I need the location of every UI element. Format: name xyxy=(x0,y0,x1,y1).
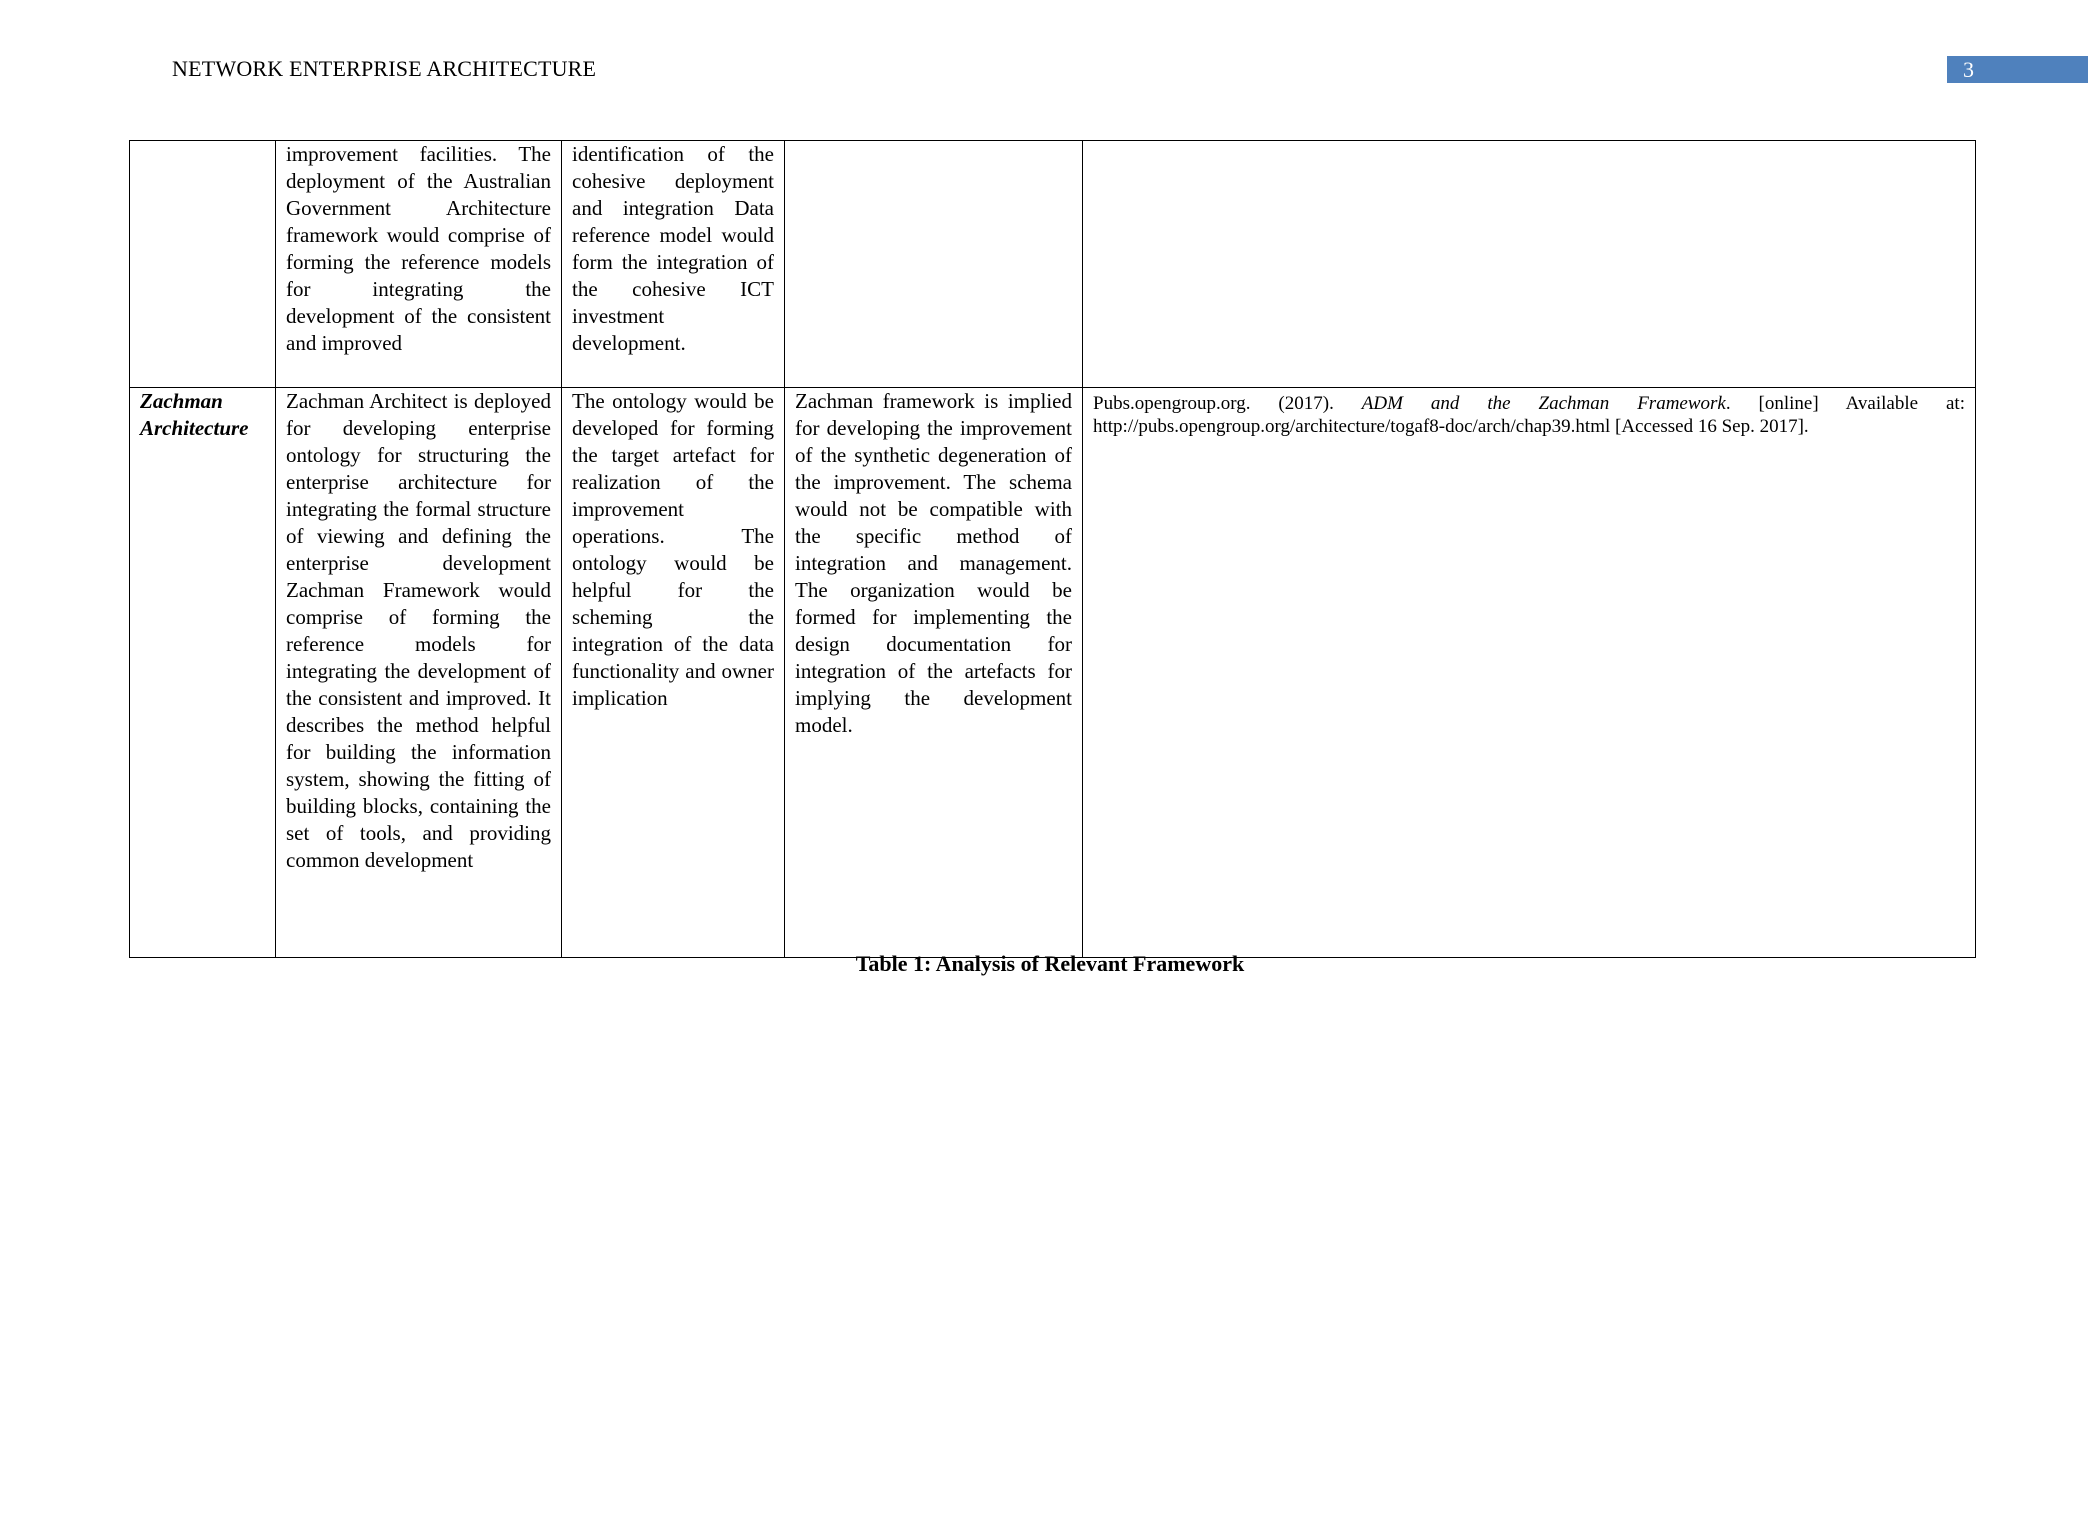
reference-suffix: . [online] Available at: http://pubs.opengroup.org/architecture/togaf8-doc/arch/chap39.html [Accessed 16 Sep. 2017]. xyxy=(1093,393,1965,437)
framework-name-cell xyxy=(130,141,276,388)
table-row xyxy=(130,141,1976,388)
framework-analysis-table xyxy=(129,140,1976,958)
table-caption: Table 1: Analysis of Relevant Framework xyxy=(855,951,1245,976)
reference-title: ADM and the Zachman Framework xyxy=(1361,393,1726,414)
implication-cell: Zachman framework is implied for developing the improvement of the synthetic degeneration of the improvement. The schema would not be compatible with the specific method of integration and management. The organization would be formed for implementing the design documentation for integration of the artefacts for implying the development model. xyxy=(785,388,1083,958)
implication-cell xyxy=(785,141,1083,388)
description-cell: improvement facilities. The deployment of the Australian Government Architecture framework would comprise of forming the reference models for integrating the development of the consistent and improved xyxy=(276,141,562,388)
description-cell: Zachman Architect is deployed for developing enterprise ontology for structuring the enterprise architecture for integrating the formal structure of viewing and defining the enterprise development Zachman Framework would comprise of forming the reference models for integrating the development of the consistent and improved. It describes the method helpful for building the information system, showing the fitting of building blocks, containing the set of tools, and providing common development xyxy=(276,388,562,958)
table-row xyxy=(130,388,1976,958)
reference-prefix: Pubs.opengroup.org. (2017). xyxy=(1093,393,1362,414)
framework-name-cell xyxy=(130,388,276,958)
components-cell: identification of the cohesive deployment and integration Data reference model would form the integration of the cohesive ICT investment development. xyxy=(562,141,785,388)
components-cell: The ontology would be developed for forming the target artefact for realization of the improvement operations. The ontology would be helpful for the scheming the integration of the data functionality and owner implication xyxy=(562,388,785,958)
reference-cell xyxy=(1083,141,1976,388)
reference-cell xyxy=(1083,388,1976,958)
framework-name: Zachman Architecture xyxy=(140,389,249,440)
page-number-badge: 3 xyxy=(1947,56,2088,83)
running-head: NETWORK ENTERPRISE ARCHITECTURE xyxy=(172,56,597,81)
